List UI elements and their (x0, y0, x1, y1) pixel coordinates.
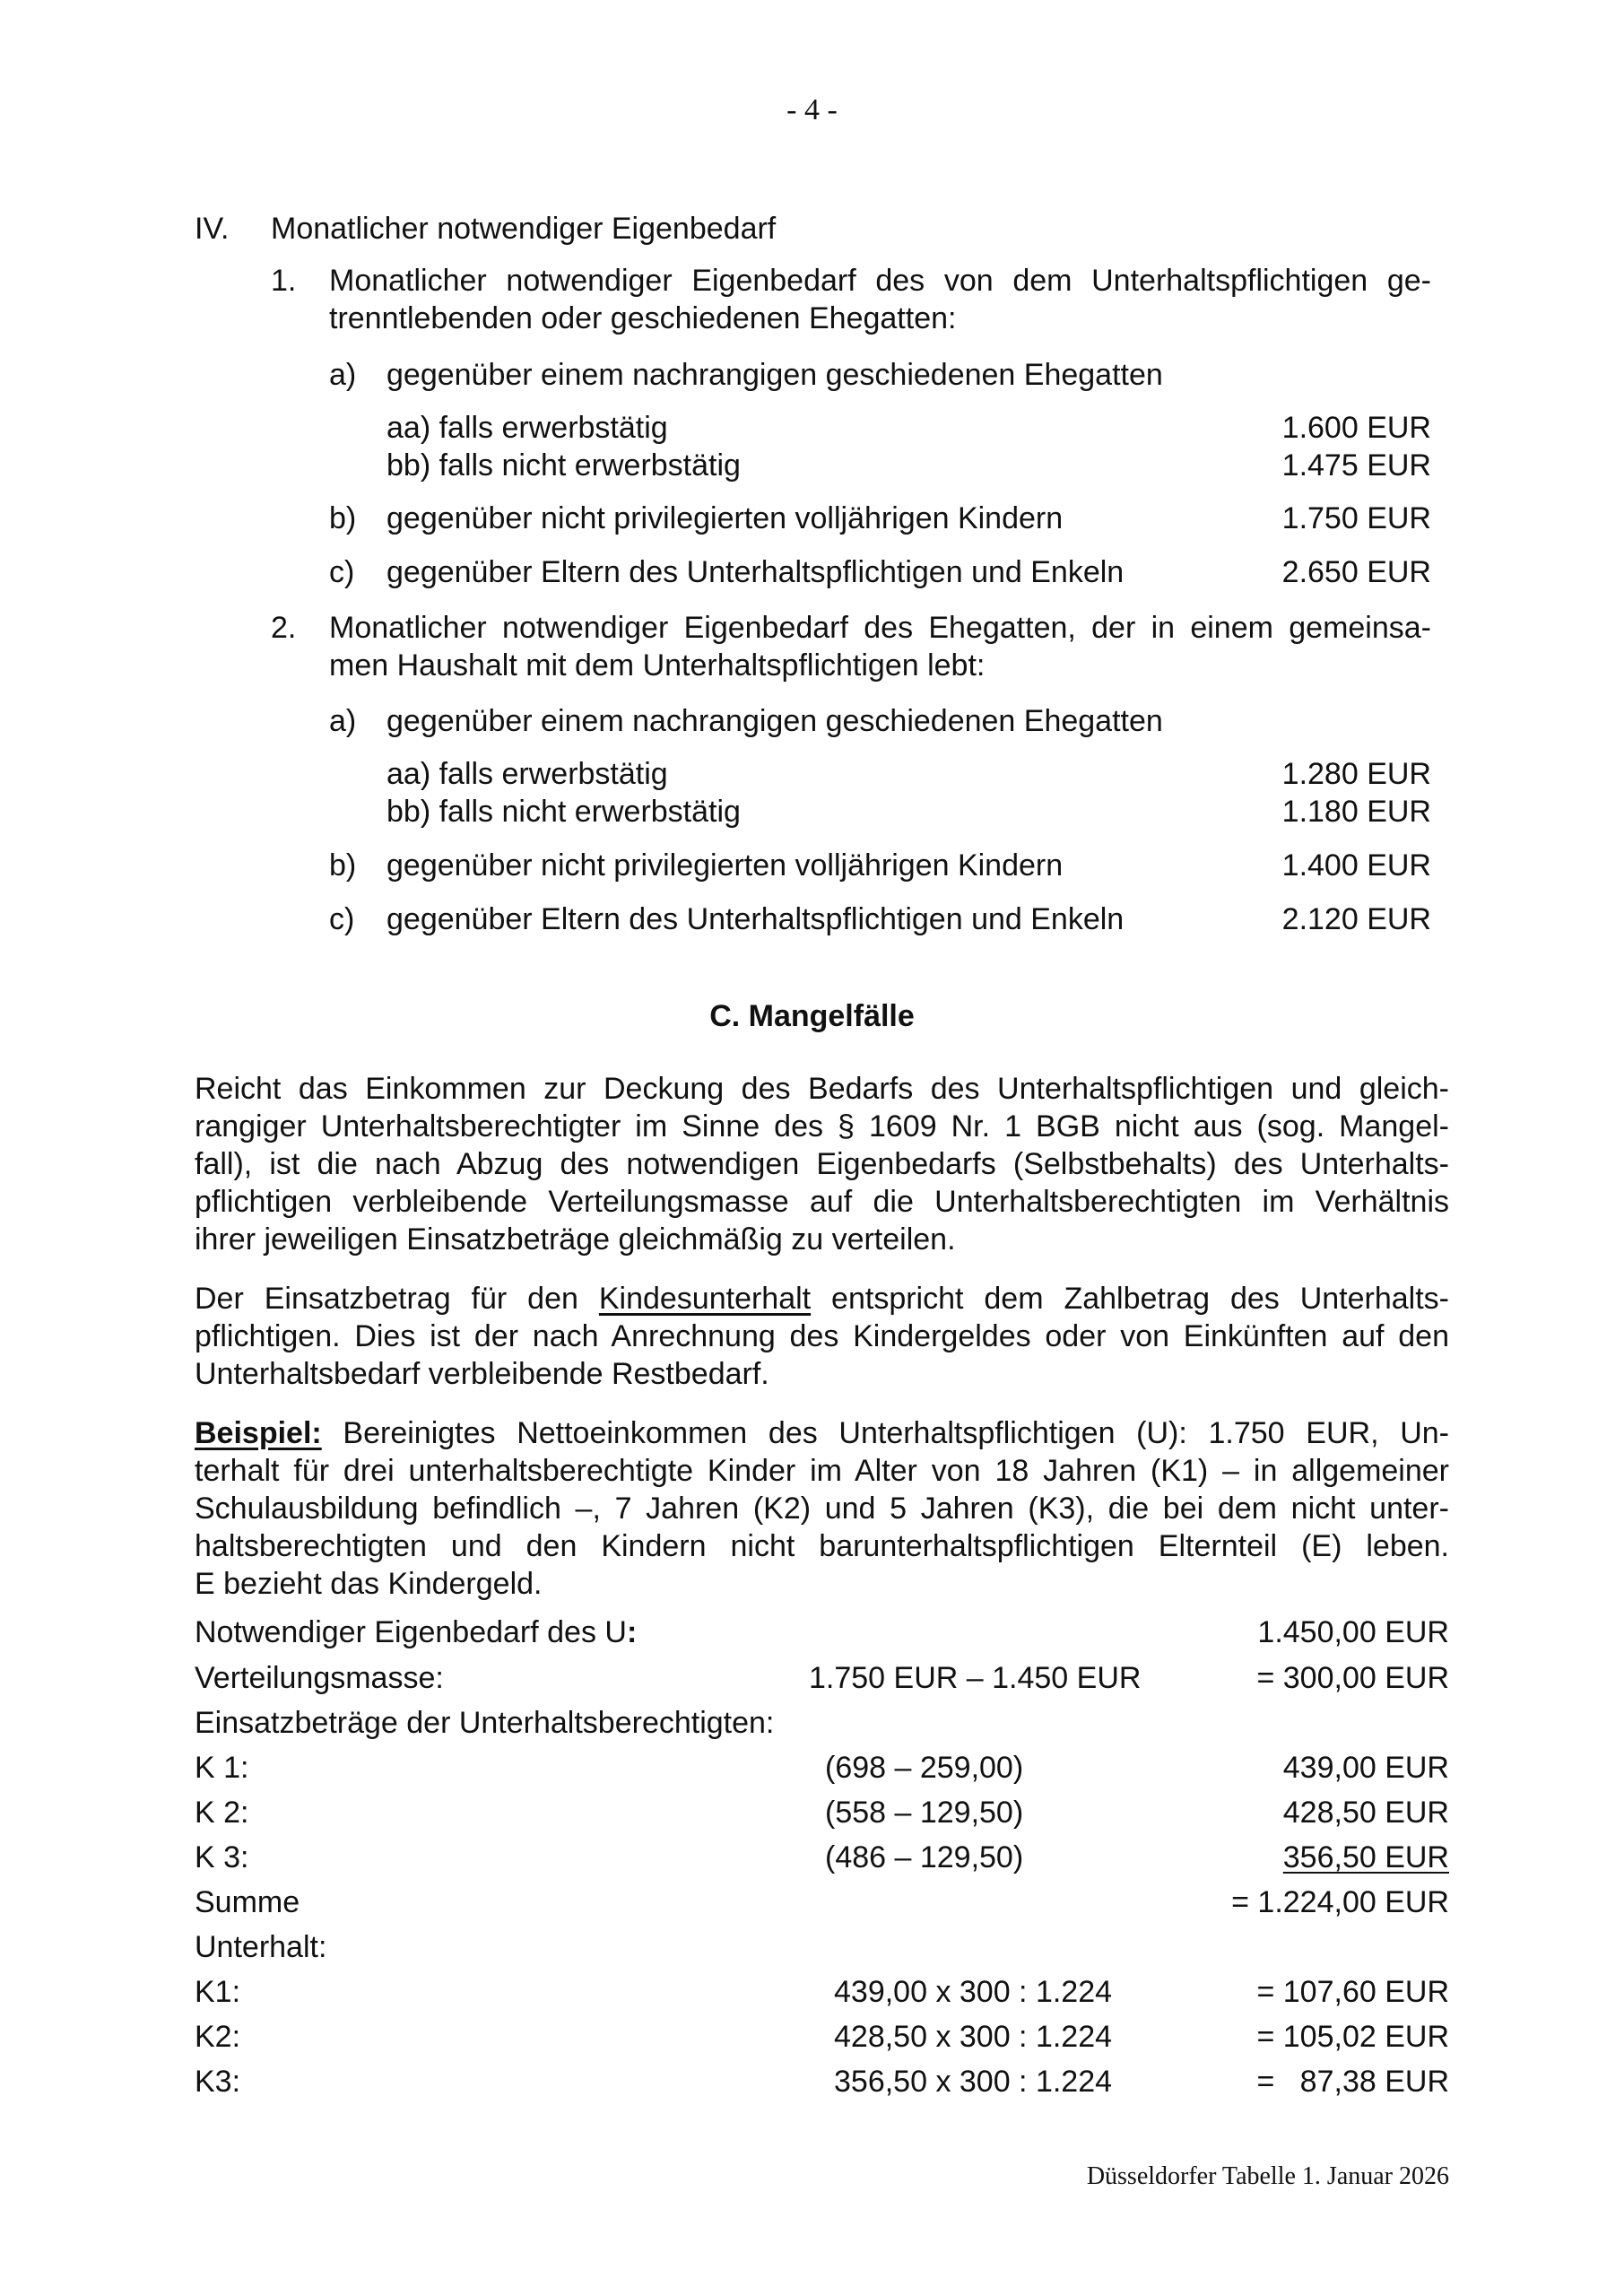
calc-formula: 356,50 x 300 : 1.224 (834, 2065, 1113, 2099)
paragraph-line: ihrer jeweiligen Einsatzbeträge gleichmäßig zu verteilen. (195, 1222, 956, 1257)
amount-value: 2.650 EUR (1281, 555, 1431, 589)
section-numeral: IV. (195, 212, 230, 246)
calc-row-unterhalt (195, 1973, 1449, 2011)
calc-header-unterhalt (195, 1928, 1449, 1966)
subitem-text: gegenüber einem nachrangigen geschiedenen Ehegatten (386, 358, 1163, 392)
calc-amount: 439,00 EUR (1282, 1751, 1449, 1785)
amount-label: gegenüber Eltern des Unterhaltspflichtigen und Enkeln (386, 555, 1125, 589)
calc-row-verteilungsmasse (195, 1659, 1449, 1697)
item-text-line: Monatlicher notwendiger Eigenbedarf des von dem Unterhaltspflichtigen ge- (329, 264, 1431, 298)
calc-amount: 428,50 EUR (1282, 1796, 1449, 1830)
subitem-label: b) (329, 501, 357, 535)
paragraph-example (195, 1414, 1449, 1603)
paragraph-line: terhalt für drei unterhaltsberechtigte Kinder im Alter von 18 Jahren (K1) – in allgemeiner (195, 1454, 1449, 1488)
calc-label: K 2: (195, 1796, 249, 1830)
calc-amount: = 105,02 EUR (1256, 2020, 1449, 2054)
calc-amount: = 87,38 EUR (1256, 2065, 1449, 2099)
calc-label: K2: (195, 2020, 241, 2054)
calc-amount: 1.450,00 EUR (1257, 1615, 1449, 1649)
calc-row-einsatz (195, 1749, 1449, 1787)
calc-row-summe (195, 1883, 1449, 1921)
calc-row-unterhalt (195, 2063, 1449, 2100)
amount-value: 1.750 EUR (1281, 501, 1431, 535)
calc-row-unterhalt (195, 2018, 1449, 2056)
paragraph-line: rangiger Unterhaltsberechtigter im Sinne des § 1609 Nr. 1 BGB nicht aus (sog. Mangel- (195, 1109, 1449, 1144)
calc-formula: 428,50 x 300 : 1.224 (834, 2020, 1113, 2054)
amount-row (386, 409, 1431, 447)
amount-label: gegenüber nicht privilegierten volljährigen Kindern (386, 501, 1064, 535)
amount-label: gegenüber Eltern des Unterhaltspflichtigen und Enkeln (386, 902, 1125, 936)
section-title: Monatlicher notwendiger Eigenbedarf (271, 212, 777, 246)
amount-value: 1.280 EUR (1281, 757, 1431, 791)
item-text (329, 262, 1431, 337)
amount-row (386, 793, 1431, 831)
amount-row (329, 900, 1431, 938)
calc-formula: (698 – 259,00) (825, 1751, 1024, 1785)
calc-amount: = 107,60 EUR (1256, 1975, 1449, 2009)
underlined-term: Kindesunterhalt (598, 1282, 812, 1316)
calc-formula: 439,00 x 300 : 1.224 (834, 1975, 1113, 2009)
amount-label: gegenüber nicht privilegierten volljährigen Kindern (386, 848, 1064, 883)
page-number: - 4 - (786, 93, 838, 126)
subitem-text: gegenüber einem nachrangigen geschiedenen Ehegatten (386, 704, 1163, 738)
paragraph-line: Beispiel: Bereinigtes Nettoeinkommen des Unterhaltspflichtigen (U): 1.750 EUR, Un- (195, 1416, 1449, 1450)
amount-value: 1.400 EUR (1281, 848, 1431, 883)
amount-row (329, 553, 1431, 591)
amount-label: aa) falls erwerbstätig (386, 411, 668, 445)
amount-value: 1.475 EUR (1281, 448, 1431, 483)
amount-row (329, 847, 1431, 884)
calc-subheading: Einsatzbeträge der Unterhaltsberechtigten: (195, 1706, 775, 1740)
example-label: Beispiel: (195, 1416, 322, 1450)
paragraph-mangelfall (195, 1070, 1449, 1258)
subitem-label: a) (329, 704, 357, 738)
amount-row (329, 500, 1431, 537)
calc-formula: 1.750 EUR – 1.450 EUR (809, 1661, 1142, 1695)
item-text-line: men Haushalt mit dem Unterhaltspflichtigen lebt: (329, 648, 986, 683)
item-text (329, 609, 1431, 684)
paragraph-line: pflichtigen. Dies ist der nach Anrechnung des Kindergeldes oder von Einkünften auf den (195, 1319, 1449, 1353)
calc-label: K 3: (195, 1840, 249, 1874)
amount-value: 1.180 EUR (1281, 795, 1431, 829)
paragraph-line: Der Einsatzbetrag für den Kindesunterhalt entspricht dem Zahlbetrag des Unterhalts- (195, 1282, 1449, 1316)
amount-label: aa) falls erwerbstätig (386, 757, 668, 791)
item-text-line: Monatlicher notwendiger Eigenbedarf des Ehegatten, der in einem gemeinsa- (329, 611, 1431, 645)
calc-label: Verteilungsmasse: (195, 1661, 444, 1695)
calc-row-einsatz (195, 1794, 1449, 1831)
calc-formula: (558 – 129,50) (825, 1796, 1024, 1830)
paragraph-line: E bezieht das Kindergeld. (195, 1567, 543, 1601)
calc-header-einsatz (195, 1704, 1449, 1742)
subitem-label: c) (329, 902, 355, 936)
calc-row-eigenbedarf (195, 1613, 1449, 1651)
paragraph-line: fall), ist die nach Abzug des notwendigen Eigenbedarfs (Selbstbehalts) des Unterhalts- (195, 1147, 1449, 1181)
subitem-label: c) (329, 555, 355, 589)
amount-row (386, 447, 1431, 484)
paragraph-line: haltsberechtigten und den Kindern nicht barunterhaltspflichtigen Elternteil (E) leben. (195, 1529, 1449, 1563)
paragraph-line: Unterhaltsbedarf verbleibende Restbedarf. (195, 1357, 769, 1391)
paragraph-line: Reicht das Einkommen zur Deckung des Bedarfs des Unterhaltspflichtigen und gleich- (195, 1072, 1449, 1106)
paragraph-line: Schulausbildung befindlich –, 7 Jahren (K2) und 5 Jahren (K3), die bei dem nicht unter- (195, 1492, 1449, 1526)
calc-label: K3: (195, 2065, 241, 2099)
calc-amount-underlined: 356,50 EUR (1282, 1840, 1449, 1874)
amount-label: bb) falls nicht erwerbstätig (386, 795, 741, 829)
subitem-label: a) (329, 358, 357, 392)
amount-label: bb) falls nicht erwerbstätig (386, 448, 741, 483)
amount-row (386, 755, 1431, 793)
calc-formula: (486 – 129,50) (825, 1840, 1024, 1874)
paragraph-einsatzbetrag (195, 1280, 1449, 1393)
section-heading: C. Mangelfälle (709, 999, 915, 1033)
item-number: 2. (271, 611, 297, 645)
item-number: 1. (271, 264, 297, 298)
calc-amount: = 300,00 EUR (1256, 1661, 1449, 1695)
calc-label: Notwendiger Eigenbedarf des U: (195, 1615, 638, 1649)
calc-subheading: Unterhalt: (195, 1930, 327, 1964)
amount-value: 2.120 EUR (1281, 902, 1431, 936)
calc-label: K1: (195, 1975, 241, 2009)
calc-row-einsatz (195, 1839, 1449, 1876)
calc-label: Summe (195, 1885, 300, 1919)
subitem-label: b) (329, 848, 357, 883)
calc-amount: = 1.224,00 EUR (1231, 1885, 1449, 1919)
item-text-line: trenntlebenden oder geschiedenen Ehegatten: (329, 301, 957, 335)
page-footer: Düsseldorfer Tabelle 1. Januar 2026 (1086, 2162, 1449, 2190)
calc-label: K 1: (195, 1751, 249, 1785)
amount-value: 1.600 EUR (1281, 411, 1431, 445)
paragraph-line: pflichtigen verbleibende Verteilungsmasse auf die Unterhaltsberechtigten im Verhältnis (195, 1185, 1449, 1219)
